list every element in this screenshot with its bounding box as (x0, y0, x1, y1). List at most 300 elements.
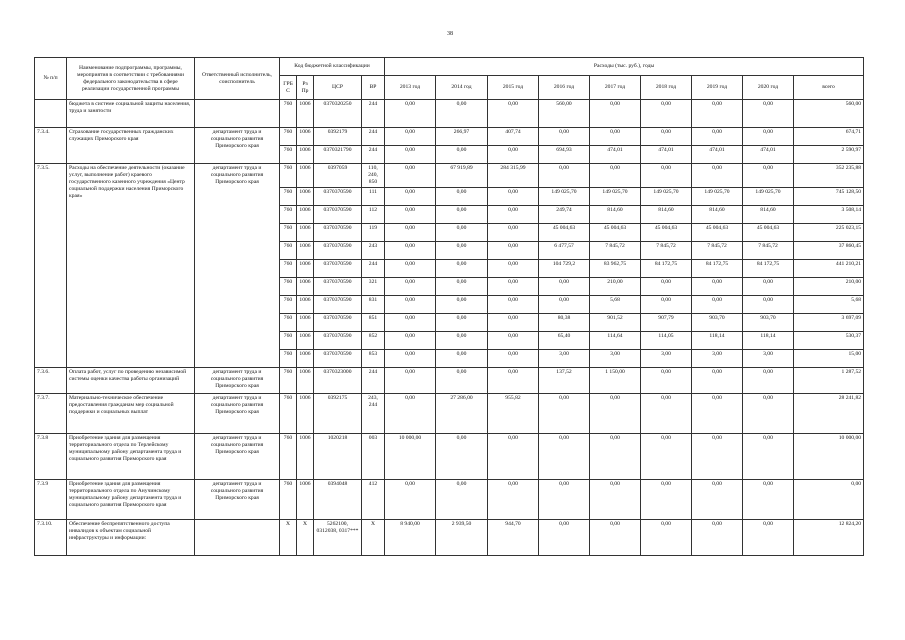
grbs-cell: 760 (280, 188, 297, 206)
amount-cell: 149 025,70 (692, 188, 743, 206)
amount-cell: 903,70 (692, 314, 743, 332)
amount-cell: 0,00 (692, 164, 743, 188)
header-col: 2020 год (743, 76, 794, 100)
amount-cell: 0,00 (488, 206, 539, 224)
amount-cell: 0,00 (385, 206, 436, 224)
rzpr-cell: 1006 (297, 100, 314, 128)
amount-cell: 814,60 (641, 206, 692, 224)
amount-cell: 15,00 (794, 350, 864, 368)
amount-cell: 67 919,89 (436, 164, 488, 188)
grbs-cell: 760 (280, 146, 297, 164)
vr-cell: 831 (362, 296, 385, 314)
amount-cell: 0,00 (488, 480, 539, 520)
table-row (35, 394, 864, 434)
row-name: бюджета в системе социальной защиты населения, труда и занятости (67, 100, 195, 128)
amount-cell: 0,00 (436, 100, 488, 128)
amount-cell: 0,00 (692, 368, 743, 394)
amount-cell: 0,00 (488, 188, 539, 206)
header-col: ЦСР (314, 76, 362, 100)
amount-cell: 0,00 (590, 128, 641, 146)
row-name: Приобретение здания для размещения территориального отдела по Анучинскому муниципальному району департамента труда и социального развития Приморского края (67, 480, 195, 520)
amount-cell: 474,01 (641, 146, 692, 164)
amount-cell: 0,00 (794, 480, 864, 520)
amount-cell: 0,00 (743, 278, 794, 296)
header-name: Наименование подпрограммы, программы, мероприятия в соответствии с требованиями федерального законодательства в сфере реализации государственной программы (67, 58, 195, 100)
rzpr-cell: 1006 (297, 278, 314, 296)
grbs-cell: 760 (280, 164, 297, 188)
amount-cell: 0,00 (436, 278, 488, 296)
grbs-cell: 760 (280, 350, 297, 368)
grbs-cell: 760 (280, 278, 297, 296)
header-col: ВР (362, 76, 385, 100)
amount-cell: 12 824,20 (794, 520, 864, 556)
row-executor: департамент труда и социального развития Приморского края (195, 368, 280, 394)
amount-cell: 149 025,70 (590, 188, 641, 206)
vr-cell: 110, 240, 850 (362, 164, 385, 188)
table-row (35, 128, 864, 146)
amount-cell: 104 729,2 (539, 260, 590, 278)
amount-cell: 45 004,63 (641, 224, 692, 242)
amount-cell: 3,00 (692, 350, 743, 368)
row-name: Расходы на обеспечение деятельности (оказание услуг, выполнение работ) краевого государственного казенного учреждения «Центр социальной поддержки населения Приморского края» (67, 164, 195, 368)
grbs-cell: 760 (280, 260, 297, 278)
amount-cell: 0,00 (488, 350, 539, 368)
grbs-cell: 760 (280, 206, 297, 224)
amount-cell: 5,68 (794, 296, 864, 314)
grbs-cell: 760 (280, 480, 297, 520)
amount-cell: 474,01 (590, 146, 641, 164)
amount-cell: 0,00 (488, 100, 539, 128)
vr-cell: 244 (362, 100, 385, 128)
amount-cell: 0,00 (385, 278, 436, 296)
rzpr-cell: 1006 (297, 314, 314, 332)
row-executor (195, 100, 280, 128)
amount-cell: 0,00 (385, 296, 436, 314)
amount-cell: 0,00 (590, 100, 641, 128)
table-body (35, 100, 864, 556)
row-number: 7.3.9 (35, 480, 67, 520)
header-expenses: Расходы (тыс. руб.), годы (385, 58, 864, 76)
vr-cell: 243, 244 (362, 394, 385, 434)
amount-cell: 1 150,00 (590, 368, 641, 394)
amount-cell: 0,00 (385, 224, 436, 242)
rzpr-cell: 1006 (297, 206, 314, 224)
table-row (35, 100, 864, 128)
rzpr-cell: 1006 (297, 224, 314, 242)
amount-cell: 0,00 (692, 278, 743, 296)
amount-cell: 441 210,21 (794, 260, 864, 278)
header-executor: Ответственный исполнитель, соисполнитель (195, 58, 280, 100)
amount-cell: 84 172,75 (743, 260, 794, 278)
amount-cell: 0,00 (641, 434, 692, 480)
grbs-cell: 760 (280, 368, 297, 394)
row-name: Оплата работ, услуг по проведению независимой системы оценки качества работы организаций (67, 368, 195, 394)
amount-cell: 0,00 (743, 394, 794, 434)
amount-cell: 1 287,52 (794, 368, 864, 394)
amount-cell: 0,00 (641, 100, 692, 128)
amount-cell: 149 025,70 (641, 188, 692, 206)
header-col: 2014 год (436, 76, 488, 100)
budget-table (34, 57, 864, 556)
amount-cell: 84 172,75 (641, 260, 692, 278)
amount-cell: 0,00 (488, 260, 539, 278)
amount-cell: 955,82 (488, 394, 539, 434)
amount-cell: 0,00 (436, 332, 488, 350)
amount-cell: 745 128,50 (794, 188, 864, 206)
amount-cell: 28 241,82 (794, 394, 864, 434)
amount-cell: 10 000,00 (794, 434, 864, 480)
amount-cell: 0,00 (436, 188, 488, 206)
amount-cell: 0,00 (692, 520, 743, 556)
row-executor: департамент труда и социального развития Приморского края (195, 434, 280, 480)
amount-cell: 0,00 (488, 314, 539, 332)
rzpr-cell: 1006 (297, 188, 314, 206)
csr-cell: 0370370590 (314, 332, 362, 350)
row-executor: департамент труда и социального развития Приморского края (195, 394, 280, 434)
amount-cell: 0,00 (385, 350, 436, 368)
header-col: 2019 год (692, 76, 743, 100)
vr-cell: 244 (362, 260, 385, 278)
amount-cell: 65,40 (539, 332, 590, 350)
amount-cell: 45 004,63 (743, 224, 794, 242)
csr-cell: 0370370590 (314, 188, 362, 206)
row-number (35, 100, 67, 128)
csr-cell: 1020218 (314, 434, 362, 480)
csr-cell: 0370370590 (314, 242, 362, 260)
amount-cell: 0,00 (385, 100, 436, 128)
csr-cell: 0394048 (314, 480, 362, 520)
amount-cell: 210,00 (590, 278, 641, 296)
amount-cell: 7 845,72 (590, 242, 641, 260)
csr-cell: 0397059 (314, 164, 362, 188)
amount-cell: 0,00 (488, 146, 539, 164)
csr-cell: 0370370590 (314, 314, 362, 332)
amount-cell: 0,00 (385, 314, 436, 332)
vr-cell: 244 (362, 146, 385, 164)
csr-cell: 0370320250 (314, 100, 362, 128)
amount-cell: 0,00 (692, 296, 743, 314)
rzpr-cell: 1006 (297, 350, 314, 368)
amount-cell: 3,00 (743, 350, 794, 368)
amount-cell: 0,00 (641, 480, 692, 520)
amount-cell: 0,00 (385, 394, 436, 434)
csr-cell: 0370370590 (314, 350, 362, 368)
amount-cell: 0,00 (539, 480, 590, 520)
grbs-cell: 760 (280, 100, 297, 128)
amount-cell: 814,60 (743, 206, 794, 224)
amount-cell: 0,00 (488, 368, 539, 394)
amount-cell: 45 004,63 (590, 224, 641, 242)
header-num: № п/п (35, 58, 67, 100)
rzpr-cell: 1006 (297, 368, 314, 394)
amount-cell: 0,00 (743, 434, 794, 480)
rzpr-cell: 1006 (297, 128, 314, 146)
amount-cell: 0,00 (590, 480, 641, 520)
row-number: 7.3.8 (35, 434, 67, 480)
amount-cell: 0,00 (590, 520, 641, 556)
page-number: 38 (447, 31, 453, 37)
row-executor: департамент труда и социального развития Приморского края (195, 164, 280, 368)
amount-cell: 0,00 (539, 128, 590, 146)
amount-cell: 0,00 (692, 480, 743, 520)
row-executor: департамент труда и социального развития Приморского края (195, 480, 280, 520)
amount-cell: 0,00 (641, 128, 692, 146)
vr-cell: 853 (362, 350, 385, 368)
amount-cell: 3,00 (641, 350, 692, 368)
amount-cell: 0,00 (539, 520, 590, 556)
amount-cell: 45 004,63 (539, 224, 590, 242)
amount-cell: 0,00 (385, 164, 436, 188)
row-name: Приобретение здания для размещения территориального отдела по Терлейскому муниципальному району департамента труда и социального развития Приморского края (67, 434, 195, 480)
csr-cell: 0370370590 (314, 260, 362, 278)
table-row (35, 368, 864, 394)
amount-cell: 407,74 (488, 128, 539, 146)
amount-cell: 5,68 (590, 296, 641, 314)
amount-cell: 0,00 (743, 480, 794, 520)
amount-cell: 114,64 (590, 332, 641, 350)
csr-cell: 0370370590 (314, 224, 362, 242)
amount-cell: 0,00 (436, 480, 488, 520)
amount-cell: 137,52 (539, 368, 590, 394)
amount-cell: 10 000,00 (385, 434, 436, 480)
amount-cell: 944,70 (488, 520, 539, 556)
amount-cell: 0,00 (436, 368, 488, 394)
row-executor (195, 520, 280, 556)
amount-cell: 0,00 (743, 164, 794, 188)
amount-cell: 3 697,09 (794, 314, 864, 332)
rzpr-cell: 1006 (297, 394, 314, 434)
amount-cell: 2 939,50 (436, 520, 488, 556)
amount-cell: 3 508,14 (794, 206, 864, 224)
amount-cell: 814,60 (692, 206, 743, 224)
amount-cell: 0,00 (692, 434, 743, 480)
amount-cell: 3,00 (590, 350, 641, 368)
amount-cell: 0,00 (436, 296, 488, 314)
amount-cell: 0,00 (641, 368, 692, 394)
amount-cell: 0,00 (692, 128, 743, 146)
amount-cell: 0,00 (641, 394, 692, 434)
amount-cell: 0,00 (436, 242, 488, 260)
amount-cell: 0,00 (590, 434, 641, 480)
vr-cell: 111 (362, 188, 385, 206)
amount-cell: 118,14 (743, 332, 794, 350)
table-row (35, 164, 864, 188)
csr-cell: 0370321790 (314, 146, 362, 164)
table-row (35, 520, 864, 556)
amount-cell: 530,37 (794, 332, 864, 350)
amount-cell: 0,00 (488, 332, 539, 350)
grbs-cell: 760 (280, 296, 297, 314)
vr-cell: 244 (362, 128, 385, 146)
grbs-cell: X (280, 520, 297, 556)
amount-cell: 0,00 (488, 224, 539, 242)
header-col: ГРБС (280, 76, 297, 100)
header-col: 2016 год (539, 76, 590, 100)
csr-cell: 0370370590 (314, 278, 362, 296)
amount-cell: 0,00 (539, 394, 590, 434)
csr-cell: 0392179 (314, 128, 362, 146)
amount-cell: 266,97 (436, 128, 488, 146)
vr-cell: 112 (362, 206, 385, 224)
amount-cell: 0,00 (436, 434, 488, 480)
amount-cell: 0,00 (385, 128, 436, 146)
header-col: 2017 год (590, 76, 641, 100)
amount-cell: 225 023,15 (794, 224, 864, 242)
amount-cell: 0,00 (539, 296, 590, 314)
grbs-cell: 760 (280, 242, 297, 260)
amount-cell: 2 590,97 (794, 146, 864, 164)
amount-cell: 0,00 (743, 128, 794, 146)
row-number: 7.3.4. (35, 128, 67, 164)
amount-cell: 0,00 (385, 480, 436, 520)
vr-cell: 119 (362, 224, 385, 242)
grbs-cell: 760 (280, 224, 297, 242)
rzpr-cell: 1006 (297, 332, 314, 350)
amount-cell: 37 860,45 (794, 242, 864, 260)
csr-cell: 5262100, 0312038, 0317*** (314, 520, 362, 556)
vr-cell: 852 (362, 332, 385, 350)
amount-cell: 0,00 (539, 278, 590, 296)
amount-cell: 0,00 (436, 260, 488, 278)
header-col: всего (794, 76, 864, 100)
rzpr-cell: 1006 (297, 164, 314, 188)
amount-cell: 8 940,00 (385, 520, 436, 556)
rzpr-cell: 1006 (297, 260, 314, 278)
amount-cell: 0,00 (743, 100, 794, 128)
rzpr-cell: 1006 (297, 146, 314, 164)
table-row (35, 434, 864, 480)
amount-cell: 0,00 (692, 394, 743, 434)
grbs-cell: 760 (280, 434, 297, 480)
amount-cell: 0,00 (385, 368, 436, 394)
amount-cell: 0,00 (385, 332, 436, 350)
header-budget-code: Код бюджетной классификации (280, 58, 385, 76)
row-number: 7.3.7. (35, 394, 67, 434)
amount-cell: 7 845,72 (641, 242, 692, 260)
vr-cell: 244 (362, 368, 385, 394)
csr-cell: 0392175 (314, 394, 362, 434)
amount-cell: 903,70 (743, 314, 794, 332)
header-col: 2013 год (385, 76, 436, 100)
amount-cell: 0,00 (641, 164, 692, 188)
amount-cell: 674,71 (794, 128, 864, 146)
amount-cell: 284 315,99 (488, 164, 539, 188)
amount-cell: 149 025,70 (743, 188, 794, 206)
amount-cell: 0,00 (385, 146, 436, 164)
amount-cell: 0,00 (590, 394, 641, 434)
csr-cell: 0370370590 (314, 206, 362, 224)
amount-cell: 0,00 (385, 260, 436, 278)
amount-cell: 0,00 (590, 164, 641, 188)
amount-cell: 118,14 (692, 332, 743, 350)
amount-cell: 0,00 (488, 278, 539, 296)
amount-cell: 6 477,57 (539, 242, 590, 260)
vr-cell: 243 (362, 242, 385, 260)
amount-cell: 114,05 (641, 332, 692, 350)
vr-cell: 851 (362, 314, 385, 332)
amount-cell: 0,00 (488, 434, 539, 480)
row-number: 7.3.10. (35, 520, 67, 556)
vr-cell: 412 (362, 480, 385, 520)
amount-cell: 7 845,72 (692, 242, 743, 260)
vr-cell: 321 (362, 278, 385, 296)
rzpr-cell: 1006 (297, 242, 314, 260)
rzpr-cell: 1006 (297, 434, 314, 480)
vr-cell: 003 (362, 434, 385, 480)
amount-cell: 814,60 (590, 206, 641, 224)
amount-cell: 560,00 (539, 100, 590, 128)
amount-cell: 83 962,75 (590, 260, 641, 278)
header-col: 2015 год (488, 76, 539, 100)
table-row (35, 480, 864, 520)
amount-cell: 0,00 (539, 164, 590, 188)
row-number: 7.3.6. (35, 368, 67, 394)
amount-cell: 352 235,88 (794, 164, 864, 188)
row-executor: департамент труда и социального развития Приморского края (195, 128, 280, 164)
grbs-cell: 760 (280, 128, 297, 146)
amount-cell: 0,00 (436, 206, 488, 224)
amount-cell: 0,00 (641, 278, 692, 296)
amount-cell: 0,00 (385, 242, 436, 260)
amount-cell: 0,00 (436, 350, 488, 368)
amount-cell: 0,00 (488, 242, 539, 260)
rzpr-cell: X (297, 520, 314, 556)
amount-cell: 0,00 (385, 188, 436, 206)
amount-cell: 3,00 (539, 350, 590, 368)
amount-cell: 0,00 (436, 146, 488, 164)
row-name: Страхование государственных гражданских служащих Приморского края (67, 128, 195, 164)
csr-cell: 0370370590 (314, 296, 362, 314)
row-name: Материально-техническое обеспечение предоставления гражданам мер социальной поддержки и социальных выплат (67, 394, 195, 434)
amount-cell: 149 025,70 (539, 188, 590, 206)
amount-cell: 0,00 (539, 434, 590, 480)
amount-cell: 0,00 (692, 100, 743, 128)
amount-cell: 0,00 (436, 224, 488, 242)
amount-cell: 0,00 (436, 314, 488, 332)
csr-cell: 0370323000 (314, 368, 362, 394)
rzpr-cell: 1006 (297, 480, 314, 520)
amount-cell: 0,00 (488, 296, 539, 314)
amount-cell: 7 845,72 (743, 242, 794, 260)
amount-cell: 45 004,63 (692, 224, 743, 242)
header-col: 2018 год (641, 76, 692, 100)
amount-cell: 249,74 (539, 206, 590, 224)
row-number: 7.3.5. (35, 164, 67, 368)
amount-cell: 210,00 (794, 278, 864, 296)
amount-cell: 0,00 (641, 520, 692, 556)
amount-cell: 27 286,00 (436, 394, 488, 434)
amount-cell: 694,93 (539, 146, 590, 164)
grbs-cell: 760 (280, 314, 297, 332)
amount-cell: 0,00 (743, 520, 794, 556)
amount-cell: 0,00 (743, 296, 794, 314)
header-col: Рз Пр (297, 76, 314, 100)
amount-cell: 474,01 (692, 146, 743, 164)
rzpr-cell: 1006 (297, 296, 314, 314)
amount-cell: 80,38 (539, 314, 590, 332)
grbs-cell: 760 (280, 394, 297, 434)
row-name: Обеспечение беспрепятственного доступа инвалидов к объектам социальной инфраструктуры и информации: (67, 520, 195, 556)
amount-cell: 0,00 (743, 368, 794, 394)
grbs-cell: 760 (280, 332, 297, 350)
amount-cell: 474,01 (743, 146, 794, 164)
amount-cell: 0,00 (641, 296, 692, 314)
amount-cell: 84 172,75 (692, 260, 743, 278)
amount-cell: 907,79 (641, 314, 692, 332)
vr-cell: X (362, 520, 385, 556)
amount-cell: 901,52 (590, 314, 641, 332)
amount-cell: 560,00 (794, 100, 864, 128)
